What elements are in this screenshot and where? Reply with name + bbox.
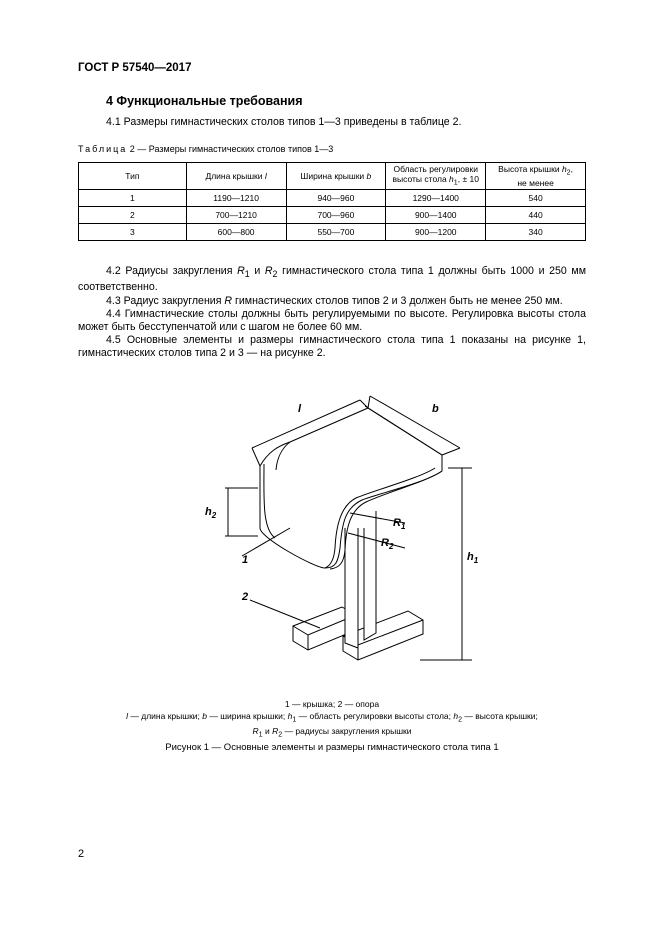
cell-width: 700—960 — [286, 207, 386, 224]
cell-adjust: 1290—1400 — [386, 190, 486, 207]
support-post — [345, 528, 358, 648]
cell-length: 1190—1210 — [186, 190, 286, 207]
header-height: Высота крышки $h_2$, не менее — [486, 163, 586, 190]
support-post-side — [364, 511, 376, 640]
label-item-1: 1 — [242, 554, 249, 566]
paragraph-4-2 — [78, 265, 586, 295]
legend-text-c: — ширина крышки; — [207, 710, 288, 721]
header-adjust-symbol: h — [449, 174, 454, 185]
cell-adjust: 900—1200 — [386, 224, 486, 241]
label-item-2: 2 — [242, 591, 249, 603]
legend-text-and: и — [262, 725, 273, 736]
cell-height: 440 — [486, 207, 586, 224]
header-adjust-line2: высоты стола — [392, 174, 450, 185]
document-code: ГОСТ Р 57540—2017 — [78, 62, 192, 74]
header-height-subscript: 2 — [566, 168, 571, 177]
cell-height: 540 — [486, 190, 586, 207]
legend-line-1: 1 — крышка; 2 — опора — [284, 699, 380, 709]
legend-text-e: — высота крышки; — [462, 710, 538, 721]
cell-adjust: 900—1400 — [386, 207, 486, 224]
legend-h1-sub: 1 — [292, 715, 297, 724]
p43-r: R — [224, 294, 233, 307]
header-length-text: Длина крышки — [205, 171, 265, 181]
dim-h1-line — [420, 468, 472, 660]
table-row — [79, 224, 586, 241]
header-height-symbol: h — [561, 164, 567, 175]
dimensions-table — [78, 162, 586, 241]
p42-r2: R — [264, 265, 273, 277]
label-b: b — [432, 403, 439, 415]
legend-r1: R — [252, 725, 259, 736]
legend-l: l — [126, 710, 129, 721]
header-adjust-subscript: 1 — [453, 178, 458, 187]
legend-r2: R — [272, 725, 279, 736]
cell-length: 700—1210 — [186, 207, 286, 224]
header-width-symbol: b — [366, 171, 372, 181]
p42-r1: R — [237, 265, 245, 277]
figure-caption: Рисунок 1 — Основные элементы и размеры гимнастического стола типа 1 — [165, 742, 499, 753]
p42-text-a: 4.2 Радиусы закругления — [106, 265, 238, 277]
header-adjust-tolerance: , ± 10 — [457, 174, 479, 185]
header-height-line2: не менее — [517, 177, 554, 188]
legend-h2-sub: 2 — [458, 715, 463, 724]
legend-line-2 — [78, 711, 586, 726]
legend-r2-sub: 2 — [278, 730, 283, 739]
legend-h2: h — [453, 710, 459, 721]
page-number: 2 — [78, 848, 85, 860]
header-adjust — [386, 163, 486, 190]
cell-type: 1 — [79, 190, 187, 207]
legend-text-a: — длина крышки; — [128, 710, 203, 721]
cell-height: 340 — [486, 224, 586, 241]
header-width-text: Ширина крышки — [300, 171, 367, 181]
label-h2: $h_2$ — [205, 506, 217, 520]
header-length — [186, 163, 286, 190]
p42-text-c: гимнастического стола типа 1 должны быть 1000 и 250 мм соответственно. — [78, 265, 587, 294]
legend-r1-sub: 1 — [258, 730, 263, 739]
label-r2: $R_2$ — [381, 537, 394, 551]
table-caption-text: 2 — Размеры гимнастических столов типов 1—3 — [127, 144, 334, 154]
paragraph-4-1: 4.1 Размеры гимнастических столов типов 1—3 приведены в таблице 2. — [106, 116, 462, 128]
table-row — [79, 207, 586, 224]
p43-text-a: 4.3 Радиус закругления — [106, 294, 225, 307]
label-r1: $R_1$ — [393, 517, 406, 531]
paragraphs-4-2-to-4-5 — [78, 265, 586, 361]
cell-width: 940—960 — [286, 190, 386, 207]
cell-length: 600—800 — [186, 224, 286, 241]
table-caption-label: Таблица — [78, 144, 128, 154]
cell-type: 2 — [79, 207, 187, 224]
cell-type: 3 — [79, 224, 187, 241]
cell-width: 550—700 — [286, 224, 386, 241]
figure-legend — [78, 699, 586, 741]
legend-text-radii: — радиусы закругления крышки — [282, 725, 412, 736]
dim-h2-line — [225, 488, 258, 536]
header-length-symbol: l — [264, 171, 267, 181]
p42-sub1: 1 — [244, 269, 250, 280]
header-adjust-line1: Область регулировки — [393, 164, 478, 175]
legend-h1: h — [287, 710, 293, 721]
table-type1-drawing — [180, 378, 480, 683]
header-type: Тип — [79, 163, 187, 190]
p42-sub2: 2 — [272, 269, 278, 280]
header-height-text: Высота крышки — [498, 164, 562, 175]
label-l: l — [298, 403, 302, 415]
paragraph-4-3 — [78, 295, 586, 308]
legend-line-3 — [78, 726, 586, 741]
table-header-row — [79, 163, 586, 190]
paragraph-4-5: 4.5 Основные элементы и размеры гимнастического стола типа 1 показаны на рисунке 1, гимнастических столов типа 2 и 3 — на рисунке 2. — [78, 334, 586, 360]
label-h1: $h_1$ — [467, 551, 479, 565]
section-title: 4 Функциональные требования — [106, 94, 303, 108]
legend-text-d: — область регулировки высоты стола; — [296, 710, 454, 721]
p43-text-b: гимнастических столов типов 2 и 3 должен быть не менее 250 мм. — [232, 294, 563, 307]
table-caption — [78, 144, 333, 154]
p42-text-b: и — [249, 265, 265, 277]
legend-b: b — [202, 710, 207, 721]
paragraph-4-4: 4.4 Гимнастические столы должны быть регулируемыми по высоте. Регулировка высоты стола может быть бесступенчатой или с шагом не более 60 мм. — [78, 307, 586, 333]
table-row — [79, 190, 586, 207]
header-width — [286, 163, 386, 190]
